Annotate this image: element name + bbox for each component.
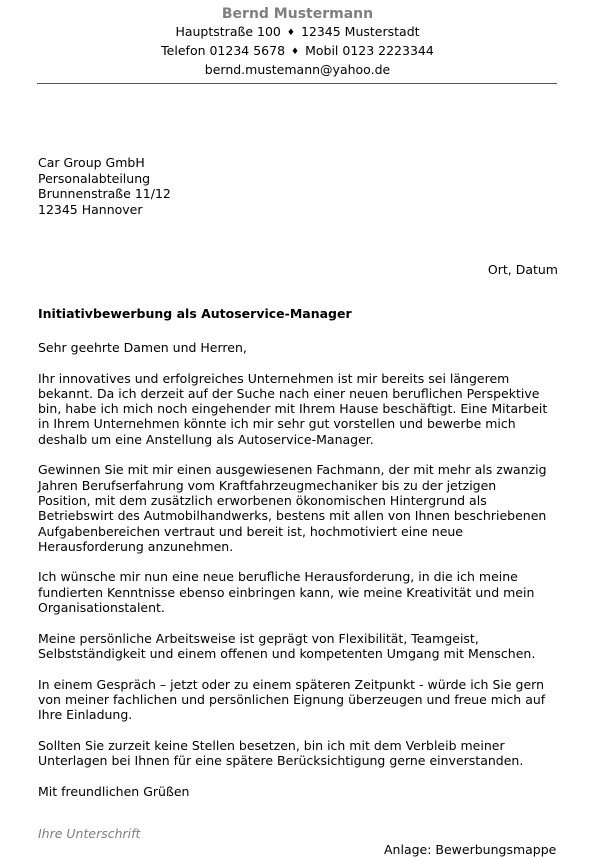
sender-mobile: Mobil 0123 2223344 [305,43,434,58]
body-paragraph: Ich wünsche mir nun eine neue berufliche Herausforderung, in die ich meine fundierten Kenntnisse ebenso einbringen kann, wie meine Kreativität und mein Organisationstalent. [38,569,535,616]
sender-phone: Telefon 01234 5678 [161,43,286,58]
sender-header [0,5,595,78]
recipient-company: Car Group GmbH [38,155,145,170]
sender-city: 12345 Musterstadt [300,24,420,39]
attachment-note: Anlage: Bewerbungsmappe [384,842,557,857]
body-paragraph: Meine persönliche Arbeitsweise ist geprägt von Flexibilität, Teamgeist, Selbstständigkeit und einem offenen und kompetenten Umgang mit Menschen. [38,630,536,661]
recipient-city: 12345 Hannover [38,201,143,217]
recipient-address [38,155,171,217]
letter-body [38,340,563,814]
salutation: Sehr geehrte Damen und Herren, [38,340,247,355]
letter-subject: Initiativbewerbung als Autoservice-Manager [38,306,352,321]
place-date: Ort, Datum [487,262,558,277]
sender-email: bernd.mustemann@yahoo.de [204,62,391,77]
body-paragraph: Sollten Sie zurzeit keine Stellen besetzen, bin ich mit dem Verbleib meiner Unterlagen bei Ihnen für eine spätere Berücksichtigung gerne einverstanden. [38,737,524,769]
recipient-department: Personalabteilung [38,170,151,186]
body-paragraph: Ihr innovatives und erfolgreiches Unternehmen ist mir bereits sei längerem bekannt. Da ich derzeit auf der Suche nach einer neuen beruflichen Perspektive bin, habe ich mich noch eingehender mit Ihrem Hause beschäftigt. Eine Mitarbeit in Ihrem Unternehmen könnte ich mir sehr gut vorstellen und bewerbe mich deshalb um eine Anstellung als Autoservice-Manager. [38,370,548,447]
diamond-separator-icon: ♦ [291,47,300,57]
signature-placeholder: Ihre Unterschrift [38,826,141,841]
sender-street: Hauptstraße 100 [175,24,281,39]
diamond-separator-icon: ♦ [286,28,295,38]
body-paragraph: Gewinnen Sie mit mir einen ausgewiesenen Fachmann, der mit mehr als zwanzig Jahren Berufserfahrung vom Kraftfahrzeugmechaniker bis zu der jetzigen Position, mit dem zusätzlich erworbenen ökonomischen Hintergrund als Betriebswirt des Autmobilhandwerks, bestens mit allen von Ihnen beschriebenen Aufgabenbereichen vertraut und bereit ist, hochmotiviert eine neue Herausforderung anzunehmen. [38,462,547,554]
body-paragraph: In einem Gespräch – jetzt oder zu einem späteren Zeitpunkt - würde ich Sie gern von meiner fachlichen und persönlichen Eignung überzeugen und freue mich auf Ihre Einladung. [38,676,546,723]
sender-contact-line [0,42,595,61]
header-divider [37,83,557,84]
sender-address-line [0,23,595,42]
sender-name: Bernd Mustermann [221,6,374,22]
closing: Mit freundlichen Grüßen [38,783,190,799]
recipient-street: Brunnenstraße 11/12 [38,186,171,201]
